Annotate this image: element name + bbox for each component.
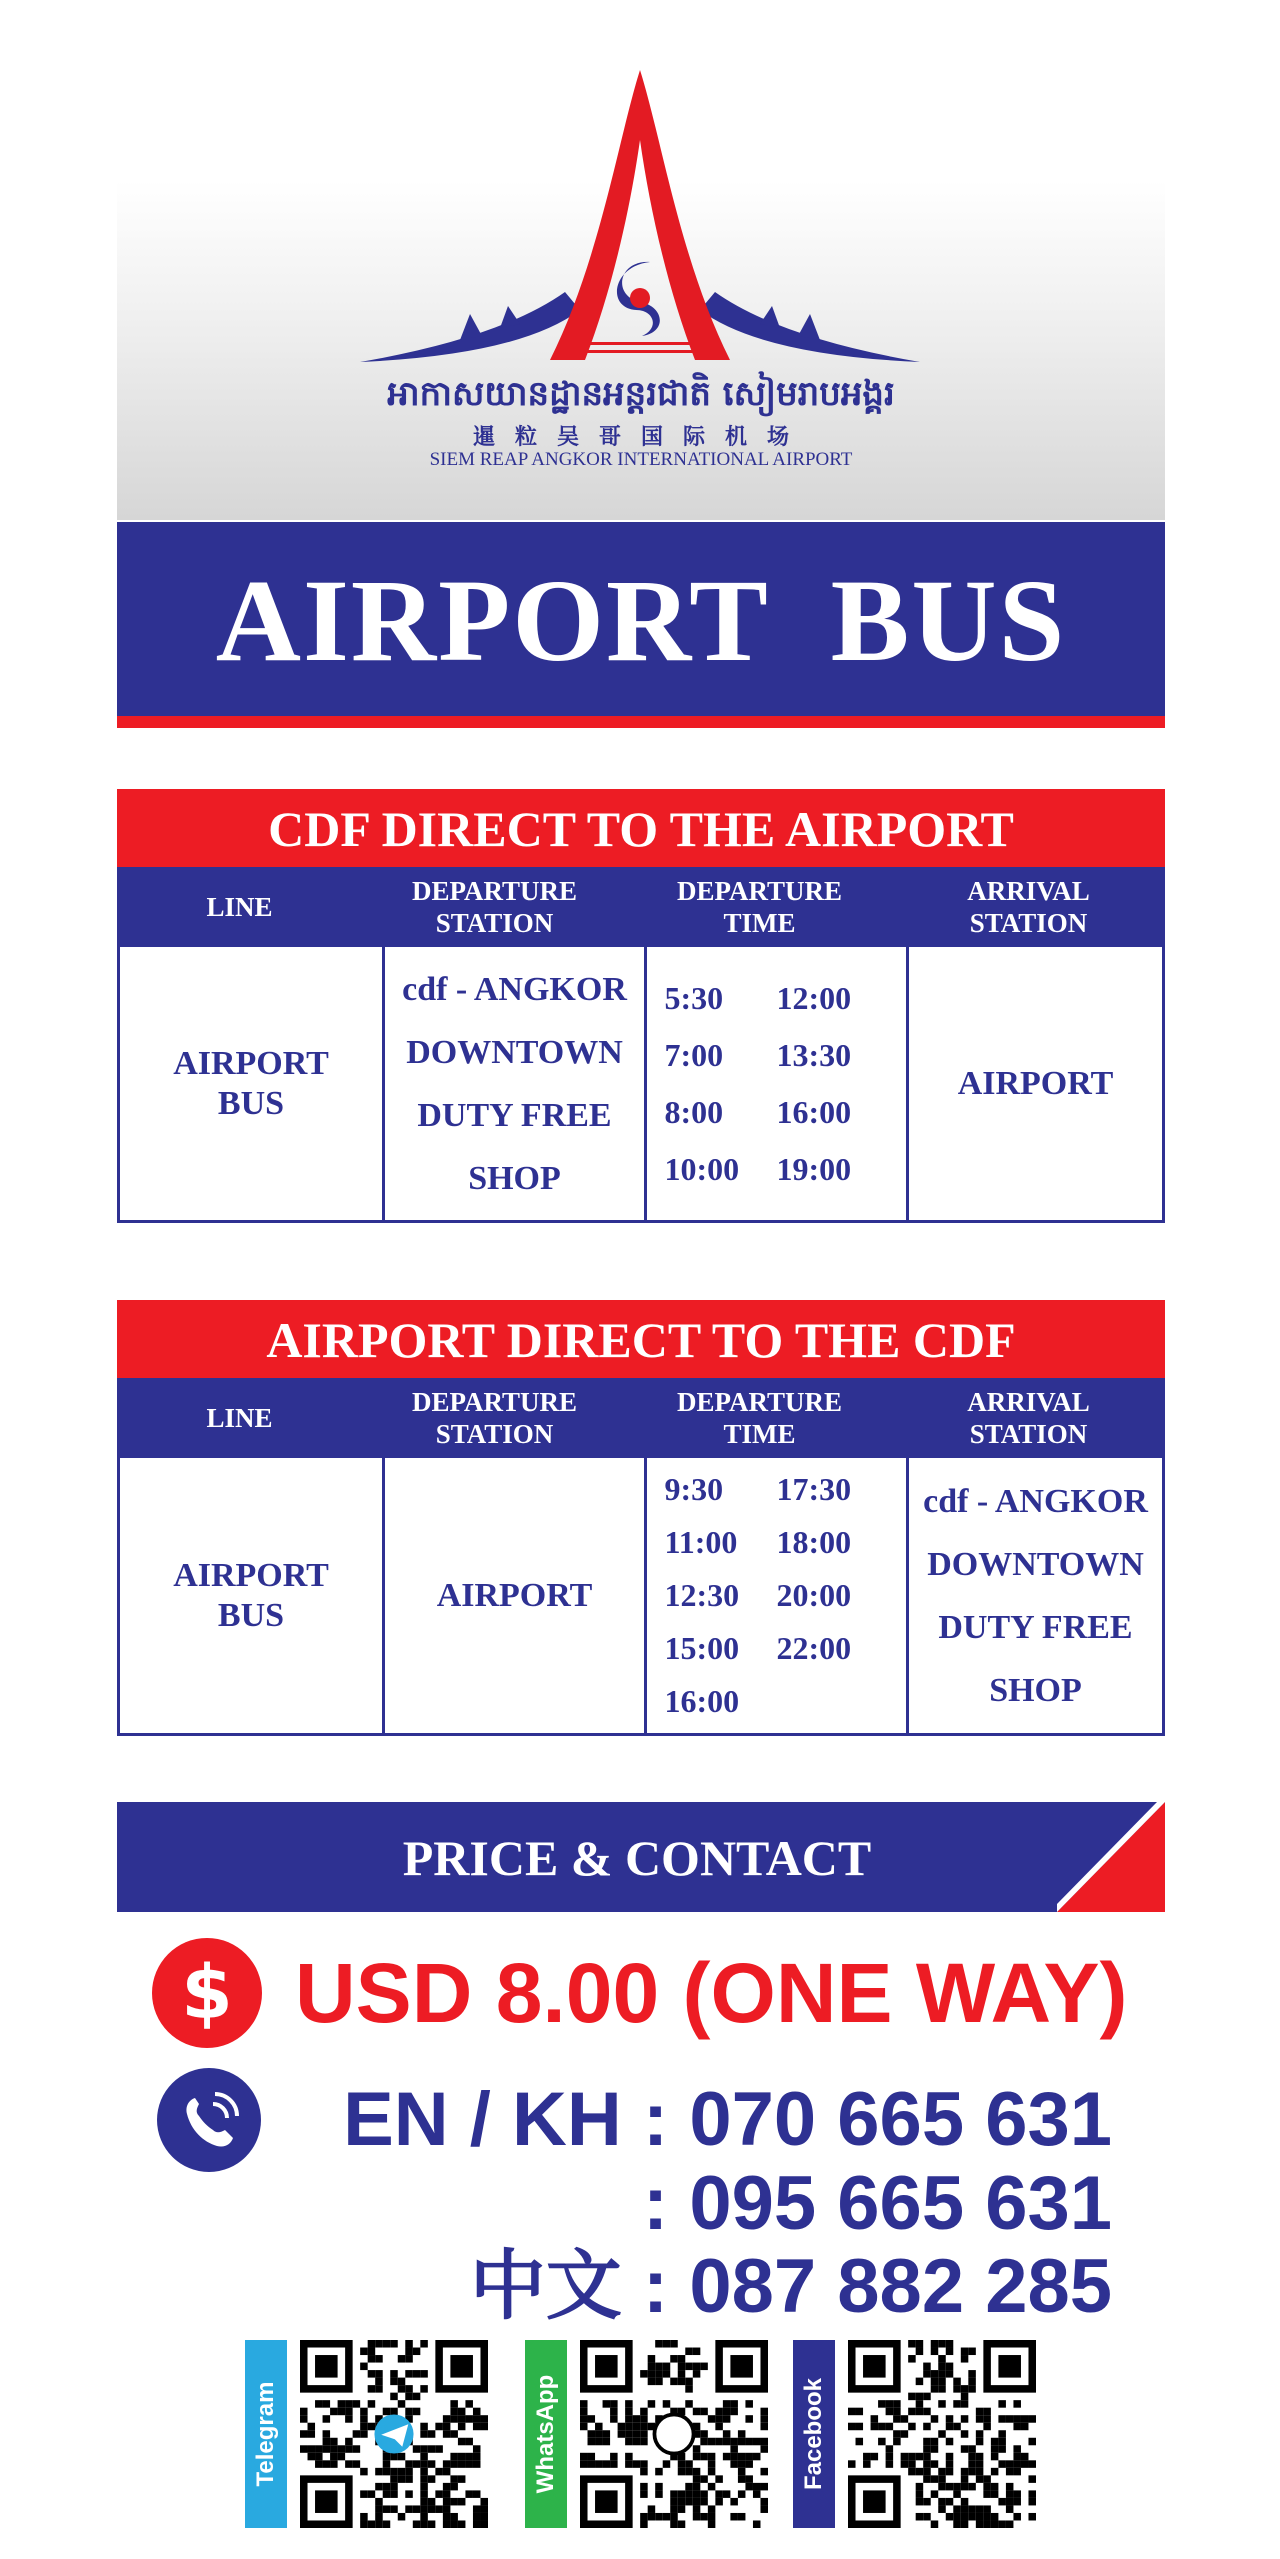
arrival-station-value: AIRPORT xyxy=(957,1064,1114,1102)
departure-time: 9:30 xyxy=(664,1471,724,1507)
price-value: USD 8.00 (ONE WAY) xyxy=(295,1946,1128,2040)
departure-time: 16:00 xyxy=(664,1683,740,1719)
station-line: DOWNTOWN xyxy=(927,1545,1144,1583)
departure-time: 17:30 xyxy=(776,1471,852,1507)
whatsapp-label: WhatsApp xyxy=(532,2374,559,2494)
table-row xyxy=(117,947,1165,1223)
cell-departure-station xyxy=(382,947,644,1220)
price-contact-heading: PRICE & CONTACT xyxy=(402,1830,872,1886)
header-departure-station: DEPARTURE STATION xyxy=(411,1387,578,1449)
whatsapp-qr-code[interactable] xyxy=(580,2340,768,2528)
departure-time: 18:00 xyxy=(776,1524,852,1560)
airport-name-english: SIEM REAP ANGKOR INTERNATIONAL AIRPORT xyxy=(429,449,853,470)
airport-logo xyxy=(350,70,930,370)
contact-label: EN / KH xyxy=(343,2077,622,2162)
contact-number[interactable]: 087 882 285 xyxy=(689,2244,1112,2329)
departure-time: 10:00 xyxy=(664,1150,740,1187)
facebook-tag xyxy=(793,2340,835,2528)
station-line: DUTY FREE xyxy=(417,1096,612,1134)
contact-row-chinese xyxy=(117,2241,1112,2330)
contact-label: 中文 xyxy=(469,2241,622,2330)
departure-time: 16:00 xyxy=(776,1093,852,1130)
contact-row-secondary xyxy=(117,2162,1112,2246)
facebook-label: Facebook xyxy=(800,2377,827,2491)
departure-time: 5:30 xyxy=(664,979,724,1016)
table-header-row xyxy=(117,1378,1165,1458)
header-arrival-station: ARRIVAL STATION xyxy=(967,1387,1090,1449)
departure-time: 19:00 xyxy=(776,1150,852,1187)
facebook-qr-code[interactable] xyxy=(848,2340,1036,2528)
contact-separator: : xyxy=(621,2077,690,2162)
cell-departure-times xyxy=(644,1458,906,1733)
contact-number[interactable]: 070 665 631 xyxy=(689,2077,1112,2162)
line-value: AIRPORT BUS xyxy=(173,1556,329,1634)
departure-time: 12:00 xyxy=(776,979,852,1016)
station-line: cdf - ANGKOR xyxy=(923,1482,1148,1520)
header-departure-time: DEPARTURE TIME xyxy=(676,1387,843,1449)
table-title: CDF DIRECT TO THE AIRPORT xyxy=(117,789,1165,867)
telegram-tag xyxy=(245,2340,287,2528)
departure-time: 13:30 xyxy=(776,1036,852,1073)
departure-time: 11:00 xyxy=(664,1524,738,1560)
station-line: DUTY FREE xyxy=(938,1608,1133,1646)
table-title: AIRPORT DIRECT TO THE CDF xyxy=(117,1300,1165,1378)
time-grid xyxy=(665,980,889,1188)
departure-time: 7:00 xyxy=(664,1036,724,1073)
airport-name-chinese: 暹粒吴哥国际机场 xyxy=(472,425,809,450)
line-value: AIRPORT BUS xyxy=(173,1044,329,1122)
station-line: SHOP xyxy=(468,1159,561,1197)
departure-time: 12:30 xyxy=(664,1577,740,1613)
header-arrival-station: ARRIVAL STATION xyxy=(967,876,1090,938)
page-title: AIRPORT BUS xyxy=(215,555,1067,686)
telegram-label: Telegram xyxy=(252,2381,279,2487)
contact-number[interactable]: 095 665 631 xyxy=(689,2161,1112,2246)
airport-name-khmer: អាកាសយានដ្ឋានអន្តរជាតិ សៀមរាបអង្គរ xyxy=(387,374,895,414)
cell-departure-station xyxy=(382,1458,644,1733)
departure-time: 22:00 xyxy=(776,1630,852,1666)
station-line: cdf - ANGKOR xyxy=(402,970,627,1008)
cell-arrival-station xyxy=(906,947,1162,1220)
table-header-row xyxy=(117,867,1165,947)
header-line: LINE xyxy=(206,892,273,922)
departure-station-value: AIRPORT xyxy=(436,1576,593,1614)
whatsapp-tag xyxy=(525,2340,567,2528)
contact-row-en-kh xyxy=(117,2078,1112,2162)
departure-time: 8:00 xyxy=(664,1093,724,1130)
departure-time xyxy=(777,1683,889,1720)
station-line: DOWNTOWN xyxy=(406,1033,623,1071)
dollar-icon: $ xyxy=(152,1938,262,2048)
contact-separator: : xyxy=(642,2161,690,2246)
whatsapp-icon xyxy=(654,2414,693,2453)
telegram-qr-code[interactable] xyxy=(300,2340,488,2528)
departure-time: 20:00 xyxy=(776,1577,852,1613)
station-line: SHOP xyxy=(989,1671,1082,1709)
time-grid xyxy=(665,1471,889,1720)
header-departure-station: DEPARTURE STATION xyxy=(411,876,578,938)
table-row xyxy=(117,1458,1165,1736)
cell-line xyxy=(120,1458,382,1733)
schedule-table-to-airport xyxy=(117,789,1165,1223)
cell-departure-times xyxy=(644,947,906,1220)
schedule-table-to-cdf xyxy=(117,1300,1165,1736)
header-departure-time: DEPARTURE TIME xyxy=(676,876,843,938)
header-line: LINE xyxy=(206,1403,273,1433)
cell-line xyxy=(120,947,382,1220)
cell-arrival-station xyxy=(906,1458,1162,1733)
departure-time: 15:00 xyxy=(664,1630,740,1666)
contact-separator: : xyxy=(621,2244,690,2329)
